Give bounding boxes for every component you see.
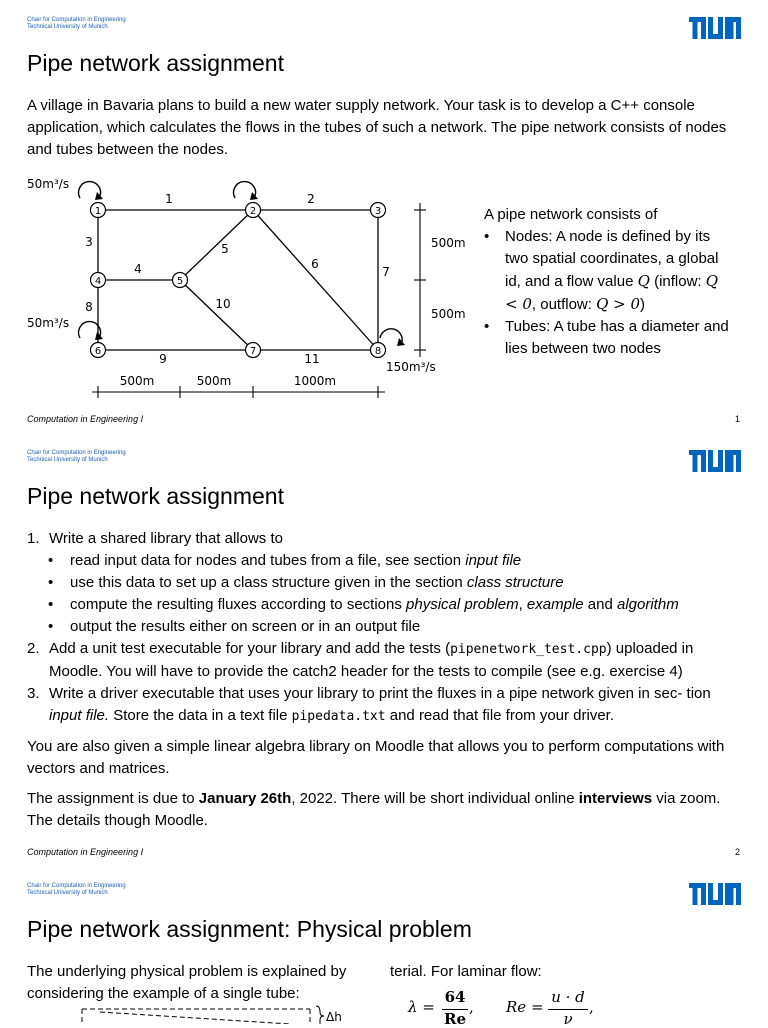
bullet-emphasis: physical problem	[406, 596, 519, 613]
slide-3-right-text: terial. For laminar flow:	[390, 963, 542, 980]
tum-logo	[689, 17, 741, 39]
brace-icon	[316, 1006, 324, 1024]
side-bullet-text: , outflow:	[531, 296, 597, 313]
formula-denominator: ν	[563, 1010, 573, 1028]
tube-line	[180, 210, 253, 280]
delta-h-label: Δh	[326, 1010, 342, 1024]
due-text: The assignment is due to	[27, 790, 199, 807]
task-text: and read that file from your driver.	[385, 707, 615, 724]
task-item-3	[27, 683, 743, 728]
tube-label: 11	[304, 352, 320, 366]
node-label: 2	[249, 206, 257, 217]
chair-affiliation	[27, 17, 126, 31]
chair-line-2: Technical University of Munich	[27, 890, 108, 896]
formula-comma: ,	[589, 998, 594, 1016]
bullet-icon: •	[48, 574, 54, 591]
chair-line-2: Technical University of Munich	[27, 457, 108, 463]
chair-line-2: Technical University of Munich	[27, 24, 108, 30]
tube-label: 4	[134, 262, 142, 276]
slide-2-linalg-note: You are also given a simple linear algebra library on Moodle that allows you to perform computations with vectors and matrices.	[27, 738, 725, 777]
side-bullet-text: )	[640, 296, 646, 313]
bullet-text: compute the resulting fluxes according to sections	[70, 596, 407, 613]
slide-1-side-text	[484, 204, 729, 360]
dimension-label: 500m	[196, 374, 232, 388]
dimension-label: 500m	[119, 374, 155, 388]
chair-affiliation	[27, 883, 126, 897]
sub-bullet	[27, 572, 743, 594]
bullet-icon: •	[48, 596, 54, 613]
tube-label: 7	[382, 265, 390, 279]
list-number: 2.	[27, 640, 40, 657]
tube-label: 2	[307, 192, 315, 206]
slide-2-task-list	[27, 528, 743, 728]
side-bullet-tubes	[484, 316, 729, 360]
flow-label: 150m³/s	[386, 360, 436, 374]
side-bullet-text: (inflow:	[649, 273, 702, 290]
formula-numerator: 64	[444, 988, 466, 1006]
arrow-head-icon	[95, 332, 103, 340]
interviews-bold: interviews	[578, 790, 653, 807]
slide-2-due-date	[27, 788, 743, 832]
tube-label: 3	[85, 235, 93, 249]
node-label: 5	[176, 276, 184, 287]
side-bullet-text: Tubes: A tube has a diameter and lies between two nodes	[505, 318, 729, 357]
chair-line-1: Chair for Computation in Engineering	[27, 450, 126, 456]
formula-numerator: u · d	[551, 988, 585, 1006]
tube-label: 5	[221, 242, 229, 256]
chair-affiliation	[27, 450, 126, 464]
node-label: 1	[94, 206, 102, 217]
pipe-network-figure	[0, 170, 470, 405]
node-label: 4	[94, 276, 102, 287]
math-q: Q	[637, 272, 650, 290]
node-label: 6	[94, 346, 102, 357]
bullet-emphasis: input file	[465, 552, 522, 569]
task-text: Add a unit test executable for your library and add the tests (	[49, 640, 451, 657]
formula-denominator: Re	[443, 1010, 466, 1028]
slide-2-title: Pipe network assignment	[27, 483, 284, 509]
chair-line-1: Chair for Computation in Engineering	[27, 883, 126, 889]
footer-course: Computation in Engineering I	[27, 847, 144, 857]
slide-1-title: Pipe network assignment	[27, 50, 284, 76]
task-item-2	[27, 638, 743, 683]
slide-3-title: Pipe network assignment: Physical problem	[27, 916, 472, 942]
bullet-text: and	[583, 596, 617, 613]
page-number: 2	[735, 847, 741, 857]
formula-lhs: Re =	[506, 998, 544, 1016]
chair-line-1: Chair for Computation in Engineering	[27, 17, 126, 23]
tube-label: 8	[85, 300, 93, 314]
flow-label: 50m³/s	[27, 316, 70, 330]
sub-bullet	[27, 550, 743, 572]
bullet-icon: •	[48, 618, 54, 635]
bullet-emphasis: example	[526, 596, 584, 613]
list-number: 1.	[27, 530, 40, 547]
tube-line	[253, 210, 378, 350]
bullet-emphasis: algorithm	[617, 596, 679, 613]
bullet-text: ,	[518, 596, 527, 613]
tube-label: 6	[311, 257, 319, 271]
task-text: Store the data in a text file	[109, 707, 292, 724]
dimension-label: 500m	[431, 236, 466, 250]
task-item-1	[27, 528, 743, 550]
single-tube-sketch	[70, 1002, 370, 1024]
arrow-head-icon	[250, 192, 258, 200]
due-date-bold: January 26th	[198, 790, 292, 807]
task-text: Write a shared library that allows to	[49, 530, 283, 547]
due-text: , 2022. There will be short individual online	[291, 790, 579, 807]
node-label: 8	[374, 346, 382, 357]
slide-3-left-text: The underlying physical problem is explained by considering the example of a single tube:	[27, 963, 347, 1002]
formula-lhs: λ =	[408, 998, 435, 1016]
math-outflow: Q > 0	[596, 295, 641, 313]
bullet-icon: •	[484, 318, 490, 335]
slide-1-intro: A village in Bavaria plans to build a new water supply network. Your task is to develop a C++ console application, which calculates the flows in the tubes of such a network. The pipe network consists of nodes and tubes between the nodes.	[27, 97, 727, 158]
page-number: 1	[735, 414, 741, 424]
side-heading: A pipe network consists of	[484, 206, 658, 223]
bullet-text: read input data for nodes and tubes from a file, see section	[70, 552, 466, 569]
bullet-icon: •	[48, 552, 54, 569]
due-text: via zoom. The details though Moodle.	[27, 790, 721, 829]
node-label: 3	[374, 206, 382, 217]
tube-label: 1	[165, 192, 173, 206]
dimension-label: 1000m	[293, 374, 337, 388]
side-bullet-nodes	[484, 226, 729, 316]
formula-comma: ,	[469, 998, 474, 1016]
list-number: 3.	[27, 685, 40, 702]
tube-label: 9	[159, 352, 167, 366]
math-inflow: Q < 0	[505, 272, 719, 313]
code-filename: pipenetwork_test.cpp	[450, 642, 607, 657]
arrow-head-icon	[397, 338, 405, 346]
side-bullet-text: Nodes: A node is defined by its two spatial coordinates, a global id, and a flow value	[505, 228, 719, 290]
tum-logo	[689, 450, 741, 472]
code-filename: pipedata.txt	[291, 709, 386, 724]
tum-logo	[689, 883, 741, 905]
task-text: Write a driver executable that uses your library to print the fluxes in a pipe network given in sec- tion	[49, 685, 711, 702]
bullet-emphasis: class structure	[466, 574, 564, 591]
task-emphasis: input file.	[49, 707, 110, 724]
task-text: ) uploaded in Moodle. You will have to provide the catch2 header for the tests to compile (see e.g. exercise 4)	[49, 640, 694, 680]
flow-label: 50m³/s	[27, 177, 70, 191]
dimension-label: 500m	[431, 307, 466, 321]
bullet-text: use this data to set up a class structure given in the section	[70, 574, 467, 591]
tube-line	[180, 280, 253, 350]
footer-course: Computation in Engineering I	[27, 414, 144, 424]
sub-bullet	[27, 594, 743, 616]
sub-bullet	[27, 616, 743, 638]
hydraulic-line	[100, 1012, 290, 1024]
tube-label: 10	[215, 297, 231, 311]
bullet-icon: •	[484, 228, 490, 245]
node-label: 7	[249, 346, 257, 357]
arrow-head-icon	[95, 192, 103, 200]
bullet-text: output the results either on screen or in an output file	[70, 618, 421, 635]
